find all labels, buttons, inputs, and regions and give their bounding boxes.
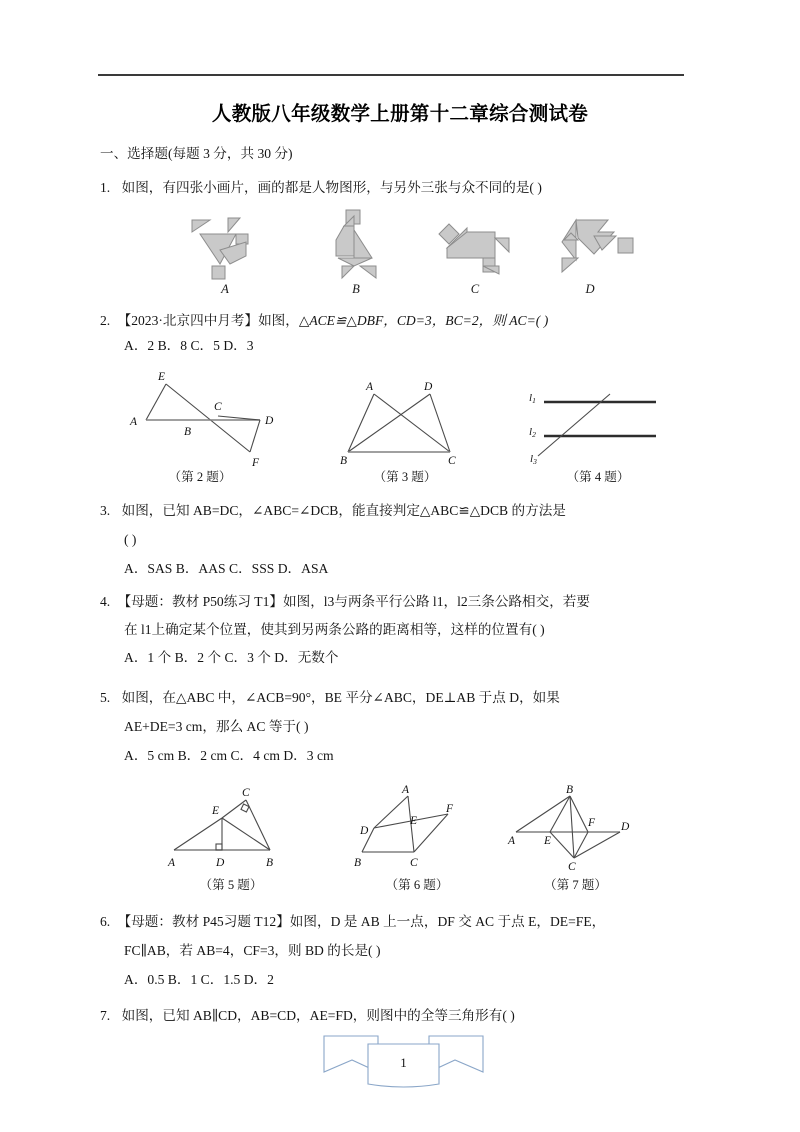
tangram-label-c: C [470,282,480,296]
question-4-line1 [100,592,590,612]
figure-question-3 [338,380,468,466]
svg-text:F: F [252,457,260,469]
svg-text:A: A [508,835,516,847]
question-7-text: 如图，已知 AB∥CD，AB=CD，AE=FD，则图中的全等三角形有( ) [121,1008,515,1023]
svg-text:B: B [266,857,274,869]
question-4-text: 【母题：教材 P50练习 T1】如图，l3与两条平行公路 l1，l2三条公路相交，若要 [117,594,590,609]
figure-2-caption: （第 2 题） [168,470,232,484]
question-3-choices: A．SAS B．AAS C．SSS D．ASA [124,561,329,576]
question-2-prefix: 【2023·北京四中月考】如图， [117,313,299,328]
question-5-text: 如图，在△ABC 中，∠ACB=90°，BE 平分∠ABC，DE⊥AB 于点 D，如果 [121,690,560,705]
tangram-figure-b [320,208,410,280]
svg-text:A: A [402,784,410,796]
figure-3-caption: （第 3 题） [373,470,437,484]
svg-text:E: E [544,835,552,847]
figure-question-2 [128,372,288,470]
question-3-line2: ( ) [124,532,137,547]
figure-4-caption: （第 4 题） [566,470,630,484]
svg-text:B: B [340,455,348,467]
question-5-line1 [100,688,560,708]
svg-text:l2: l2 [529,426,536,439]
svg-text:A: A [366,381,374,393]
figure-question-5 [166,788,296,870]
svg-text:B: B [566,784,574,796]
figure-question-4 [528,382,668,466]
tangram-label-d: D [585,282,595,296]
figure-7-caption: （第 7 题） [544,878,607,892]
question-6-text: 【母题：教材 P45习题 T12】如图，D 是 AB 上一点，DF 交 AC 于点 E，DE=FE， [117,914,606,929]
question-4-line2: 在 l1上确定某个位置，使其到另两条公路的距离相等，这样的位置有( ) [124,622,545,637]
question-1-text: 如图，有四张小画片，画的都是人物图形，与另外三张与众不同的是( ) [121,180,542,195]
question-3-number: 3. [100,503,111,518]
question-2-choices: A．2 B．8 C．5 D．3 [124,338,254,353]
question-4-choices: A．1 个 B．2 个 C．3 个 D．无数个 [124,650,339,665]
svg-text:A: A [168,857,176,869]
svg-text:C: C [242,787,250,799]
svg-text:l3: l3 [530,453,537,466]
svg-text:E: E [410,815,418,827]
question-6-choices: A．0.5 B．1 C．1.5 D．2 [124,972,274,987]
question-6-line1 [100,912,605,932]
section-heading: 一、选择题(每题 3 分，共 30 分) [100,146,293,161]
svg-text:C: C [410,857,418,869]
svg-text:D: D [621,821,630,833]
question-2-number: 2. [100,313,111,328]
tangram-label-a: A [221,282,229,296]
svg-text:F: F [588,817,596,829]
svg-text:B: B [354,857,362,869]
question-6-line2: FC∥AB，若 AB=4，CF=3，则 BD 的长是( ) [124,943,381,958]
question-3-line1 [100,501,566,521]
question-5-choices: A．5 cm B．2 cm C．4 cm D．3 cm [124,748,334,763]
svg-text:D: D [265,415,274,427]
question-6-number: 6. [100,914,111,929]
question-7-number: 7. [100,1008,111,1023]
question-5-line2: AE+DE=3 cm，那么 AC 等于( ) [124,719,309,734]
question-1-stem [100,178,542,198]
page-number: 1 [400,1055,407,1070]
svg-text:E: E [212,805,220,817]
question-3-text: 如图，已知 AB=DC，∠ABC=∠DCB，能直接判定△ABC≌△DCB 的方法是 [121,503,566,518]
question-7-line1 [100,1006,515,1026]
svg-text:l1: l1 [529,392,536,405]
question-1-number: 1. [100,180,111,195]
question-5-number: 5. [100,690,111,705]
question-4-number: 4. [100,594,111,609]
figure-5-caption: （第 5 题） [199,878,263,892]
svg-text:B: B [184,426,192,438]
svg-text:D: D [216,857,225,869]
svg-text:C: C [568,861,576,873]
figure-question-6 [352,786,482,870]
tangram-figure-d [552,216,647,278]
tangram-figure-c [437,222,532,280]
tangram-label-b: B [352,282,360,296]
svg-text:D: D [360,825,369,837]
figure-6-caption: （第 6 题） [385,878,449,892]
svg-text:E: E [158,371,166,383]
page-title: 人教版八年级数学上册第十二章综合测试卷 [211,102,589,125]
question-2-stem [100,311,548,331]
header-rule [98,74,684,76]
figure-question-7 [508,786,643,872]
svg-text:D: D [424,381,433,393]
question-2-math: △ACE≌△DBF，CD=3，BC=2，则 AC=( ) [298,313,549,328]
svg-text:A: A [130,416,138,428]
tangram-figure-a [186,212,276,280]
svg-text:C: C [448,455,456,467]
svg-text:C: C [214,401,222,413]
svg-text:F: F [446,803,454,815]
